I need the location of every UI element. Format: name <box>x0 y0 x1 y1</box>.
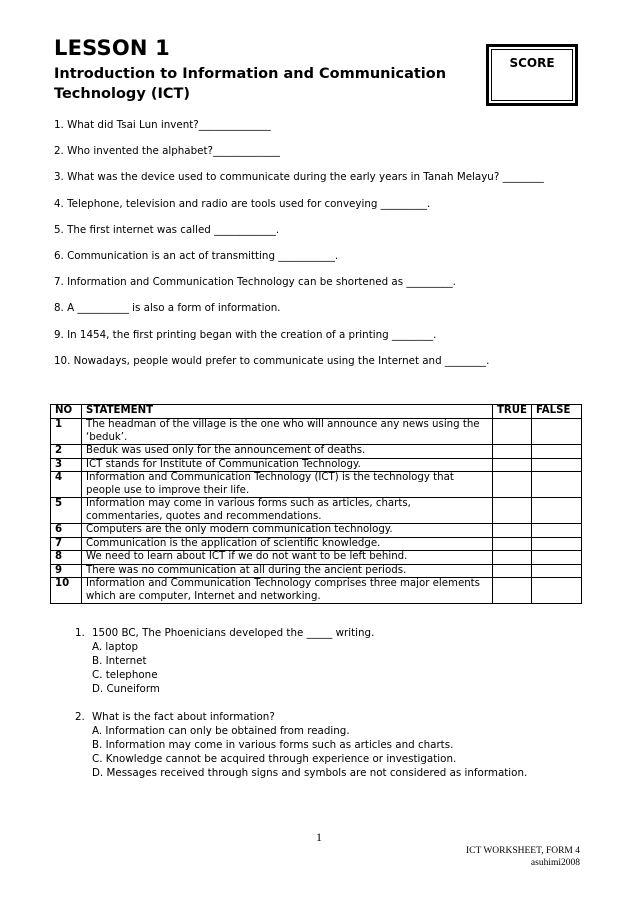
row-number: 9 <box>51 564 82 578</box>
mcq-option: C. Knowledge cannot be acquired through experience or investigation. <box>92 753 457 765</box>
false-answer-cell[interactable] <box>532 578 582 604</box>
false-answer-cell[interactable] <box>532 551 582 565</box>
mcq-option: A. Information can only be obtained from reading. <box>92 725 350 737</box>
row-statement: The headman of the village is the one who will announce any news using the ‘beduk’. <box>82 419 493 445</box>
header-false: FALSE <box>532 405 582 419</box>
table-row <box>51 419 582 445</box>
row-statement: There was no communication at all during the ancient periods. <box>82 564 493 578</box>
table-row <box>51 564 582 578</box>
table-row <box>51 578 582 604</box>
footer-worksheet-label: ICT WORKSHEET, FORM 4 <box>465 846 580 856</box>
true-answer-cell[interactable] <box>492 419 531 445</box>
true-answer-cell[interactable] <box>492 498 531 524</box>
fill-in-question: 5. The first internet was called ____________. <box>54 223 280 236</box>
table-row <box>51 537 582 551</box>
fill-in-question: 1. What did Tsai Lun invent?______________ <box>54 119 271 131</box>
row-number: 6 <box>51 524 82 538</box>
mcq-option: C. telephone <box>92 669 158 681</box>
true-answer-cell[interactable] <box>492 445 531 459</box>
mcq-question: 1500 BC, The Phoenicians developed the _____ writing. <box>92 627 375 639</box>
fill-in-question: 10. Nowadays, people would prefer to communicate using the Internet and ________. <box>54 354 490 367</box>
row-statement: ICT stands for Institute of Communication Technology. <box>82 458 493 472</box>
table-header-row <box>51 405 582 419</box>
false-answer-cell[interactable] <box>532 564 582 578</box>
row-statement: Information may come in various forms such as articles, charts, commentaries, quotes and recommendations. <box>82 498 493 524</box>
false-answer-cell[interactable] <box>532 472 582 498</box>
table-row <box>51 472 582 498</box>
row-statement: Information and Communication Technology (ICT) is the technology that people use to improve their life. <box>82 472 493 498</box>
true-answer-cell[interactable] <box>492 537 531 551</box>
table-row <box>51 445 582 459</box>
table-row <box>51 551 582 565</box>
fill-in-question: 2. Who invented the alphabet?_____________ <box>54 145 280 158</box>
fill-in-question: 6. Communication is an act of transmitting ___________. <box>54 249 339 262</box>
header-no: NO <box>51 405 82 419</box>
footer <box>466 845 580 869</box>
false-answer-cell[interactable] <box>532 419 582 445</box>
true-answer-cell[interactable] <box>492 524 531 538</box>
false-answer-cell[interactable] <box>532 524 582 538</box>
true-answer-cell[interactable] <box>492 472 531 498</box>
score-label: SCORE <box>509 56 555 70</box>
mcq-item <box>75 626 527 696</box>
table-row <box>51 524 582 538</box>
row-statement: Computers are the only modern communication technology. <box>82 524 493 538</box>
fill-in-questions <box>54 118 594 380</box>
true-false-table <box>50 404 582 604</box>
mcq-option: A. laptop <box>92 641 138 653</box>
row-number: 5 <box>51 498 82 524</box>
true-answer-cell[interactable] <box>492 458 531 472</box>
mcq-option: D. Cuneiform <box>92 683 160 695</box>
footer-author: asuhimi2008 <box>530 858 580 868</box>
mcq-option: B. Information may come in various forms such as articles and charts. <box>92 739 454 751</box>
false-answer-cell[interactable] <box>532 458 582 472</box>
row-statement: Information and Communication Technology comprises three major elements which are computer, Internet and networking. <box>82 578 493 604</box>
false-answer-cell[interactable] <box>532 445 582 459</box>
row-number: 1 <box>51 419 82 445</box>
row-statement: We need to learn about ICT if we do not want to be left behind. <box>82 551 493 565</box>
fill-in-question: 7. Information and Communication Technology can be shortened as _________. <box>54 276 456 289</box>
true-answer-cell[interactable] <box>492 551 531 565</box>
page-number: 1 <box>316 830 322 844</box>
fill-in-question: 3. What was the device used to communicate during the early years in Tanah Melayu? ________ <box>54 171 544 184</box>
mcq-option: D. Messages received through signs and symbols are not considered as information. <box>92 767 528 779</box>
row-statement: Beduk was used only for the announcement of deaths. <box>82 445 493 459</box>
false-answer-cell[interactable] <box>532 537 582 551</box>
row-number: 8 <box>51 551 82 565</box>
table-row <box>51 498 582 524</box>
multiple-choice-section <box>75 626 527 794</box>
row-statement: Communication is the application of scientific knowledge. <box>82 537 493 551</box>
mcq-option: B. Internet <box>92 655 147 667</box>
score-box <box>486 44 578 106</box>
table-row <box>51 458 582 472</box>
row-number: 10 <box>51 578 82 604</box>
header-true: TRUE <box>492 405 531 419</box>
mcq-item <box>75 710 527 780</box>
true-answer-cell[interactable] <box>492 564 531 578</box>
fill-in-question: 4. Telephone, television and radio are tools used for conveying _________. <box>54 197 431 210</box>
mcq-question: What is the fact about information? <box>92 711 275 723</box>
mcq-number: 1. <box>75 627 85 639</box>
lesson-subtitle: Introduction to Information and Communication Technology (ICT) <box>54 66 447 102</box>
row-number: 7 <box>51 537 82 551</box>
false-answer-cell[interactable] <box>532 498 582 524</box>
fill-in-question: 9. In 1454, the first printing began with the creation of a printing ________. <box>54 328 437 341</box>
row-number: 3 <box>51 458 82 472</box>
header-statement: STATEMENT <box>82 405 493 419</box>
lesson-title: LESSON 1 <box>54 36 170 60</box>
row-number: 2 <box>51 445 82 459</box>
true-answer-cell[interactable] <box>492 578 531 604</box>
mcq-number: 2. <box>75 711 85 723</box>
fill-in-question: 8. A __________ is also a form of information. <box>54 302 281 315</box>
row-number: 4 <box>51 472 82 498</box>
